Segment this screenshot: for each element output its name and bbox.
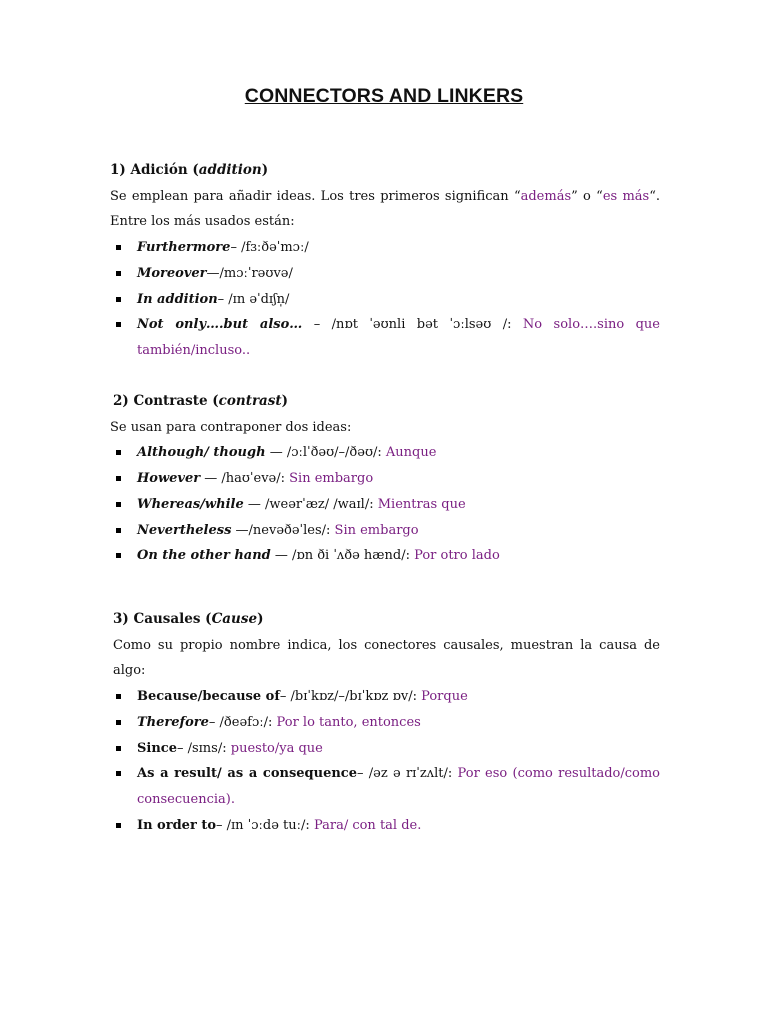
list-item: Furthermore– /fɜːðəˈmɔː/ [110,235,660,261]
section-cause [110,607,660,838]
section-contrast [110,389,660,569]
list-item: In order to– /ɪn ˈɔːdə tuː/: Para/ con tal de. [110,813,660,839]
connector-list [110,235,660,364]
list-item: On the other hand — /ɒn ði ˈʌðə hænd/: Por otro lado [110,543,660,569]
section-addition [110,158,660,364]
page-title: CONNECTORS AND LINKERS [244,85,524,107]
list-item: As a result/ as a consequence– /əz ə rɪˈzʌlt/: Por eso (como resultado/como consecuencia). [110,761,660,812]
list-item: Although/ though — /ɔːlˈðəʊ/–/ðəʊ/: Aunque [110,440,660,466]
section-intro: Se emplean para añadir ideas. Los tres primeros significan “además” o “es más“. Entre los más usados están: [110,188,661,230]
list-item: Not only….but also… – /nɒt ˈəʊnli bət ˈɔːlsəʊ /: No solo….sino que también/incluso.. [110,312,660,363]
list-item: Since– /sɪns/: puesto/ya que [110,736,660,762]
list-item: In addition– /ɪn əˈdɪʃn̩/ [110,287,660,313]
section-heading: 3) Causales (Cause) [113,611,264,627]
connector-list [110,440,660,569]
section-heading: 1) Adición (addition) [110,162,269,178]
list-item: However — /haʊˈevə/: Sin embargo [110,466,660,492]
list-item: Nevertheless —/nevəðəˈles/: Sin embargo [110,518,660,544]
section-intro: Se usan para contraponer dos ideas: [110,419,352,435]
connector-list [110,684,660,838]
list-item: Therefore– /ðeəfɔː/: Por lo tanto, entonces [110,710,660,736]
list-item: Because/because of– /bɪˈkɒz/–/bɪˈkɒz ɒv/: Porque [110,684,660,710]
list-item: Moreover—/mɔːˈrəʊvə/ [110,261,660,287]
list-item: Whereas/while — /weərˈæz/ /waɪl/: Mientras que [110,492,660,518]
section-intro: Como su propio nombre indica, los conectores causales, muestran la causa de algo: [113,637,660,679]
section-heading: 2) Contraste (contrast) [113,393,289,409]
